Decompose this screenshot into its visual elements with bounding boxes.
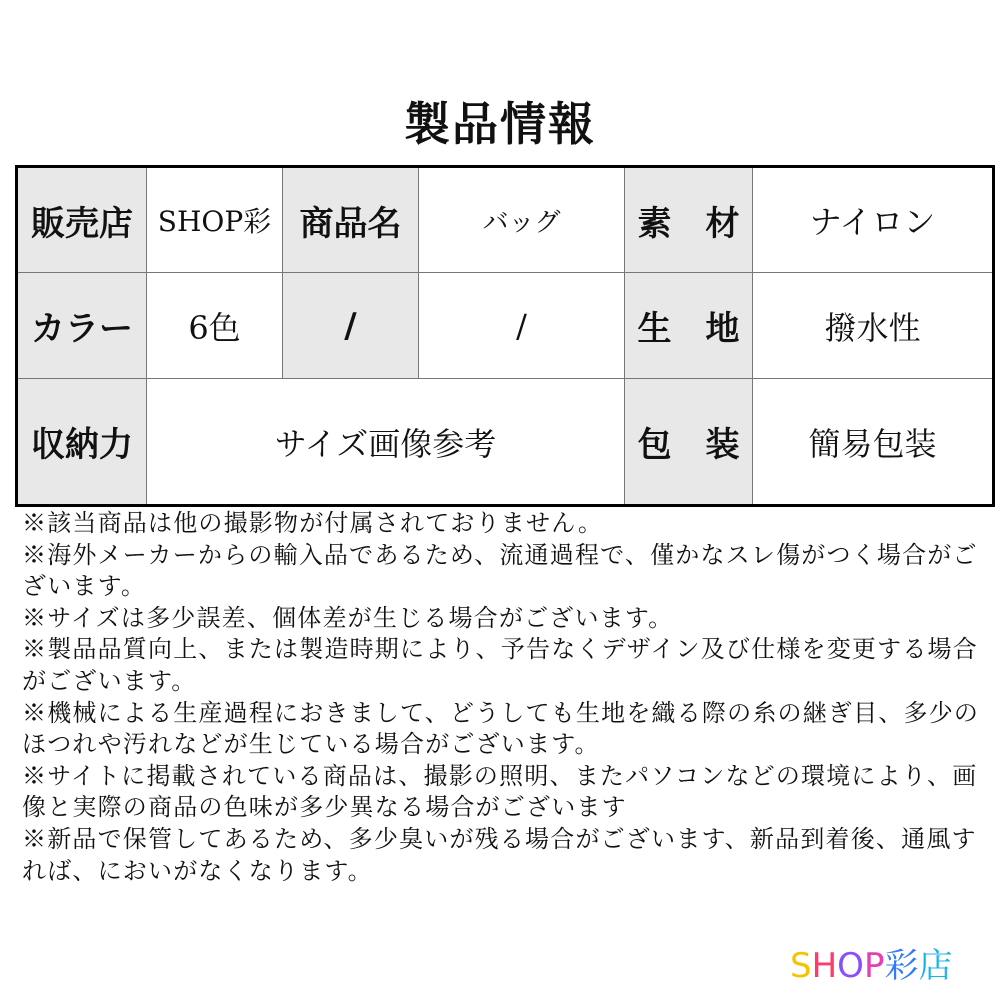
table-row xyxy=(17,379,994,506)
watermark-char: S xyxy=(790,946,812,986)
table-row xyxy=(17,167,994,273)
watermark-char: 店 xyxy=(918,946,953,986)
note-item: ※製品品質向上、または製造時期により、予告なくデザイン及び仕様を変更する場合がございます。 xyxy=(22,635,978,695)
watermark-char: O xyxy=(837,946,864,986)
shop-watermark xyxy=(790,938,952,987)
product-info-table xyxy=(15,165,995,507)
value-material: ナイロン xyxy=(753,167,994,273)
label-capacity: 収納力 xyxy=(17,379,147,506)
value-empty: / xyxy=(419,273,625,379)
note-item: ※サイトに掲載されている商品は、撮影の照明、またパソコンなどの環境により、画像と実際の商品の色味が多少異なる場合がございます xyxy=(22,761,978,822)
note-item: ※サイズは多少誤差、個体差が生じる場合がございます。 xyxy=(22,603,674,632)
note-item: ※機械による生産過程におきまして、どうしても生地を織る際の糸の継ぎ目、多少のほつれや汚れなどが生じている場合がございます。 xyxy=(22,698,980,759)
label-color: カラー xyxy=(17,273,147,379)
note-item: ※海外メーカーからの輸入品であるため、流通過程で、僅かなスレ傷がつく場合がございます。 xyxy=(22,540,978,601)
page-title: 製品情報 xyxy=(404,97,596,151)
watermark-char: 彩 xyxy=(884,946,919,986)
note-item: ※該当商品は他の撮影物が付属されておりません。 xyxy=(22,509,604,537)
label-product-name: 商品名 xyxy=(283,167,419,273)
watermark-char: H xyxy=(811,946,838,986)
watermark-char: P xyxy=(863,946,885,986)
label-material: 素 材 xyxy=(625,167,753,273)
label-empty: / xyxy=(283,273,419,379)
label-fabric: 生 地 xyxy=(625,273,753,379)
notes-list xyxy=(22,508,984,887)
note-item: ※新品で保管してあるため、多少臭いが残る場合がございます、新品到着後、通風すれば、においがなくなります。 xyxy=(22,824,977,885)
label-packaging: 包 装 xyxy=(625,379,753,506)
value-fabric: 撥水性 xyxy=(753,273,994,379)
label-shop: 販売店 xyxy=(17,167,147,273)
table-row xyxy=(17,273,994,379)
value-color: 6色 xyxy=(147,273,283,379)
value-shop: SHOP彩 xyxy=(147,167,283,273)
value-product-name: バッグ xyxy=(419,167,625,273)
value-packaging: 簡易包装 xyxy=(753,379,994,506)
value-capacity: サイズ画像参考 xyxy=(147,379,625,506)
